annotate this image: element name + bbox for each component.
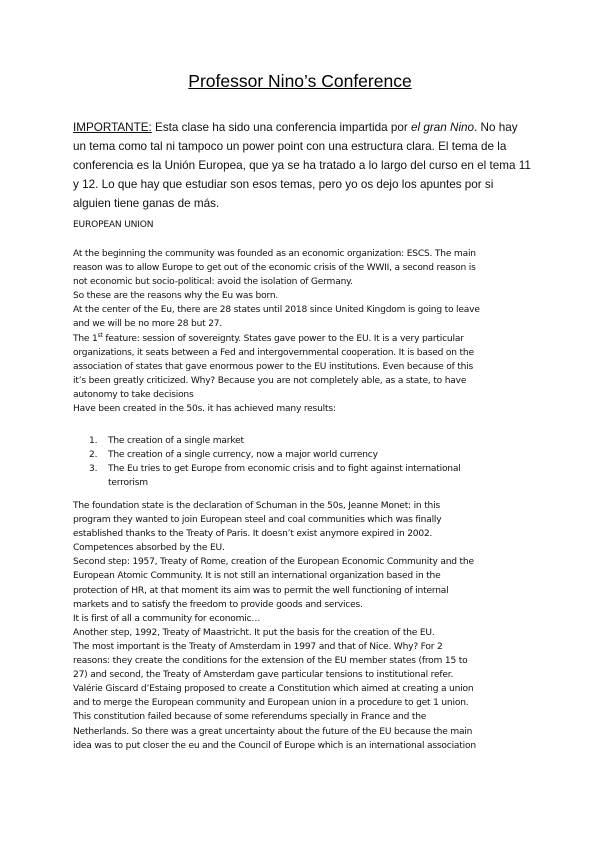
text-line: European Atomic Community. It is not still an international organization based in the: [73, 571, 441, 582]
text-line: and to merge the European community and European union in a procedure to get 1 union.: [73, 698, 469, 709]
text-line: reasons: they create the conditions for the extension of the EU member states (from 15 to: [73, 656, 468, 667]
paragraph-block-1: [73, 247, 533, 416]
feature-line-start: The 1: [73, 333, 98, 344]
text-line: So these are the reasons why the Eu was born.: [73, 291, 279, 302]
list-item: [73, 448, 533, 462]
paragraph-block-2: [73, 499, 533, 753]
text-line: autonomy to take decisions: [73, 389, 194, 400]
text-line: At the beginning the community was founded as an economic organization: ESCS. The main: [73, 249, 476, 259]
results-list: [73, 434, 533, 490]
text-line: Second step: 1957, Treaty of Rome, creation of the European Economic Community and the: [73, 557, 474, 568]
text-line: markets and to satisfy the freedom to provide goods and services.: [73, 599, 363, 610]
feature-line-end: feature: session of sovereignty. States gave power to the EU. It is a very particular: [102, 333, 464, 344]
intro-text-start: Esta clase ha sido una conferencia impartida por: [151, 121, 412, 134]
text-line: 27) and second, the Treaty of Amsterdam gave particular tensions to institutional refer.: [73, 670, 454, 681]
text-line: The foundation state is the declaration of Schuman in the 50s, Jeanne Monet: in this: [73, 501, 440, 511]
text-line: Valérie Giscard d’Estaing proposed to create a Constitution which aimed at creating a union: [73, 684, 474, 695]
text-line: Have been created in the 50s. it has achieved many results:: [73, 404, 336, 415]
text-line: organizations, it seats between a Fed and intergovernmental cooperation. It is based on the: [73, 347, 474, 358]
list-item-text: The creation of a single currency, now a major world currency: [108, 450, 378, 461]
text-line: and we will be no more 28 but 27.: [73, 319, 223, 330]
text-line: established thanks to the Treaty of Paris. It doesn’t exist anymore expired in 2002.: [73, 529, 433, 540]
intro-text-end: . No hay un tema como tal ni tampoco un power point con una estructura clara. El tema de la conferencia es la Unión Europea, que ya se ha tratado a lo largo del curso en el tema 11 y 12. Lo que hay que estudiar son esos temas, pero yo os dejo los apuntes por si alguien tiene ganas de más.: [73, 121, 531, 210]
text-line: This constitution failed because of some referendums specially in France and the: [73, 712, 427, 723]
text-line: Competences absorbed by the EU.: [73, 543, 225, 554]
intro-label: IMPORTANTE:: [73, 121, 152, 134]
list-number: 2.: [89, 450, 98, 461]
text-line: It is first of all a community for economic…: [73, 613, 261, 624]
list-item-text: The creation of a single market: [108, 436, 244, 446]
text-line: protection of HR, at that moment its aim was to permit the well functioning of internal: [73, 585, 449, 596]
text-line: Netherlands. So there was a great uncertainty about the future of the EU because the main: [73, 726, 473, 737]
list-number: 1.: [89, 436, 98, 446]
text-line: Another step, 1992, Treaty of Maastricht. It put the basis for the creation of the EU.: [73, 627, 435, 638]
text-line: The most important is the Treaty of Amsterdam in 1997 and that of Nice. Why? For 2: [73, 641, 443, 652]
ordinal-suffix: st: [97, 331, 103, 339]
list-item: [73, 434, 533, 448]
text-line: reason was to allow Europe to get out of the economic crisis of the WWII, a second reason is: [73, 263, 476, 274]
text-line: it’s been greatly criticized. Why? Because you are not completely able, as a state, to have: [73, 375, 467, 386]
text-line: not economic but socio-political: avoid the isolation of Germany.: [73, 277, 353, 288]
list-item-text: terrorism: [108, 478, 148, 489]
document-title: Professor Nino’s Conference: [188, 71, 412, 91]
section-heading: EUROPEAN UNION: [73, 220, 154, 230]
list-number: 3.: [89, 464, 98, 475]
text-line: association of states that gave enormous power to the EU institutions. Even because of this: [73, 361, 474, 372]
list-item-continuation: [73, 476, 533, 490]
intro-italic: el gran Nino: [411, 121, 475, 134]
text-line: program they wanted to join European steel and coal communities which was finally: [73, 515, 442, 526]
list-item-text: The Eu tries to get Europe from economic crisis and to fight against international: [108, 464, 461, 475]
feature-line: [73, 332, 533, 346]
text-line: idea was to put closer the eu and the Council of Europe which is an international association: [73, 740, 476, 751]
intro-note: [73, 119, 533, 214]
list-item: [73, 462, 533, 476]
text-line: At the center of the Eu, there are 28 states until 2018 since United Kingdom is going to leave: [73, 305, 480, 316]
